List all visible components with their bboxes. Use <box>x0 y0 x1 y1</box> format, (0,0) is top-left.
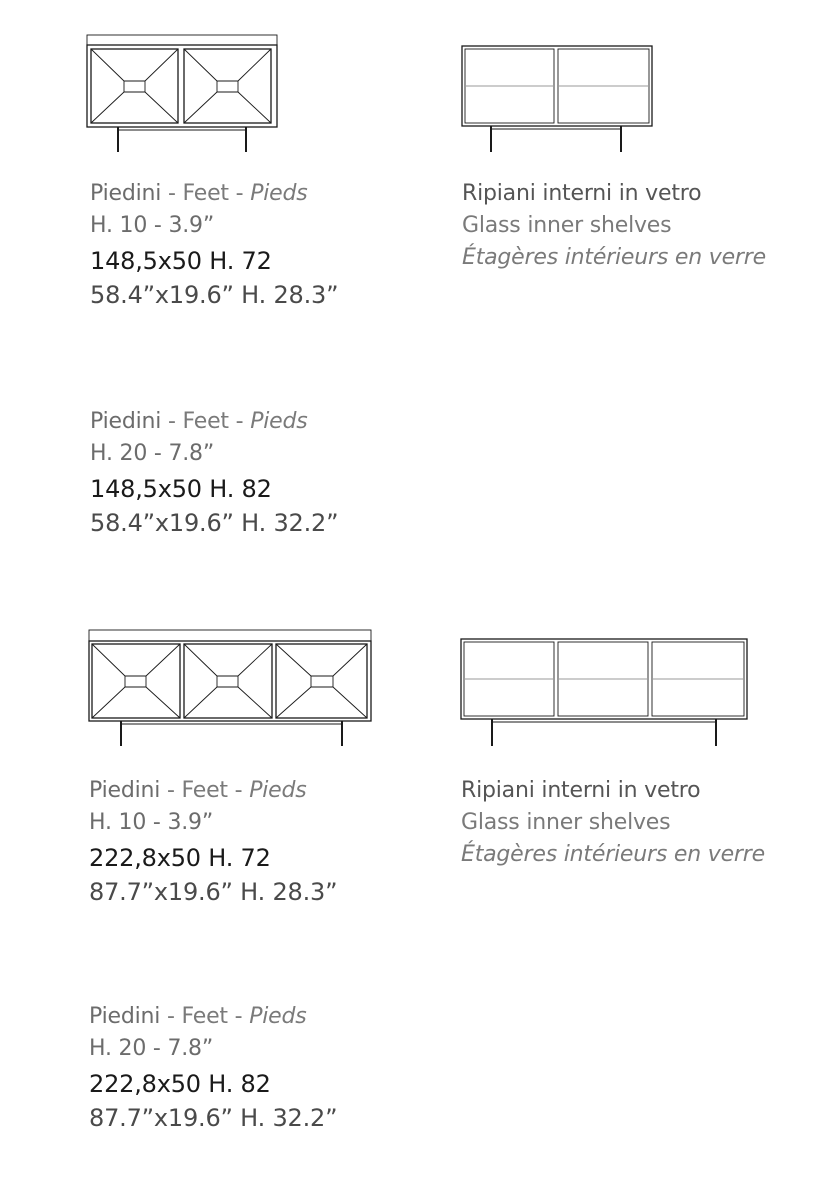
feet-label: Piedini - Feet - Pieds <box>89 1004 307 1029</box>
feet-label: Piedini - Feet - Pieds <box>89 778 307 803</box>
shelves-title-fr: Étagères intérieurs en verre <box>461 842 765 867</box>
feet-label: Piedini - Feet - Pieds <box>90 409 308 434</box>
dimensions-imperial: 58.4”x19.6” H. 28.3” <box>90 281 339 309</box>
small-unit-low-spec <box>90 178 338 312</box>
small-sideboard-front-drawing <box>86 34 280 154</box>
large-unit-high-spec <box>89 1001 337 1135</box>
dimensions-metric: 222,8x50 H. 72 <box>89 844 271 872</box>
dimensions-metric: 222,8x50 H. 82 <box>89 1070 271 1098</box>
feet-height: H. 10 - 3.9” <box>89 810 214 835</box>
small-unit-shelves-caption <box>462 178 766 274</box>
dimensions-imperial: 87.7”x19.6” H. 32.2” <box>89 1104 338 1132</box>
dimensions-imperial: 87.7”x19.6” H. 28.3” <box>89 878 338 906</box>
dimensions-metric: 148,5x50 H. 82 <box>90 475 272 503</box>
feet-height: H. 10 - 3.9” <box>90 213 215 238</box>
small-unit-high-spec <box>90 406 338 540</box>
shelves-title-en: Glass inner shelves <box>462 213 672 238</box>
shelves-title-fr: Étagères intérieurs en verre <box>462 245 766 270</box>
feet-height: H. 20 - 7.8” <box>89 1036 214 1061</box>
feet-height: H. 20 - 7.8” <box>90 441 215 466</box>
dimensions-imperial: 58.4”x19.6” H. 32.2” <box>90 509 339 537</box>
shelves-title-it: Ripiani interni in vetro <box>462 181 702 206</box>
large-sideboard-front-drawing <box>88 629 376 749</box>
large-unit-shelves-caption <box>461 775 765 871</box>
large-unit-low-spec <box>89 775 337 909</box>
large-sideboard-inner-drawing <box>460 638 752 750</box>
feet-label: Piedini - Feet - Pieds <box>90 181 308 206</box>
small-sideboard-inner-drawing <box>461 45 655 155</box>
dimensions-metric: 148,5x50 H. 72 <box>90 247 272 275</box>
shelves-title-en: Glass inner shelves <box>461 810 671 835</box>
shelves-title-it: Ripiani interni in vetro <box>461 778 701 803</box>
